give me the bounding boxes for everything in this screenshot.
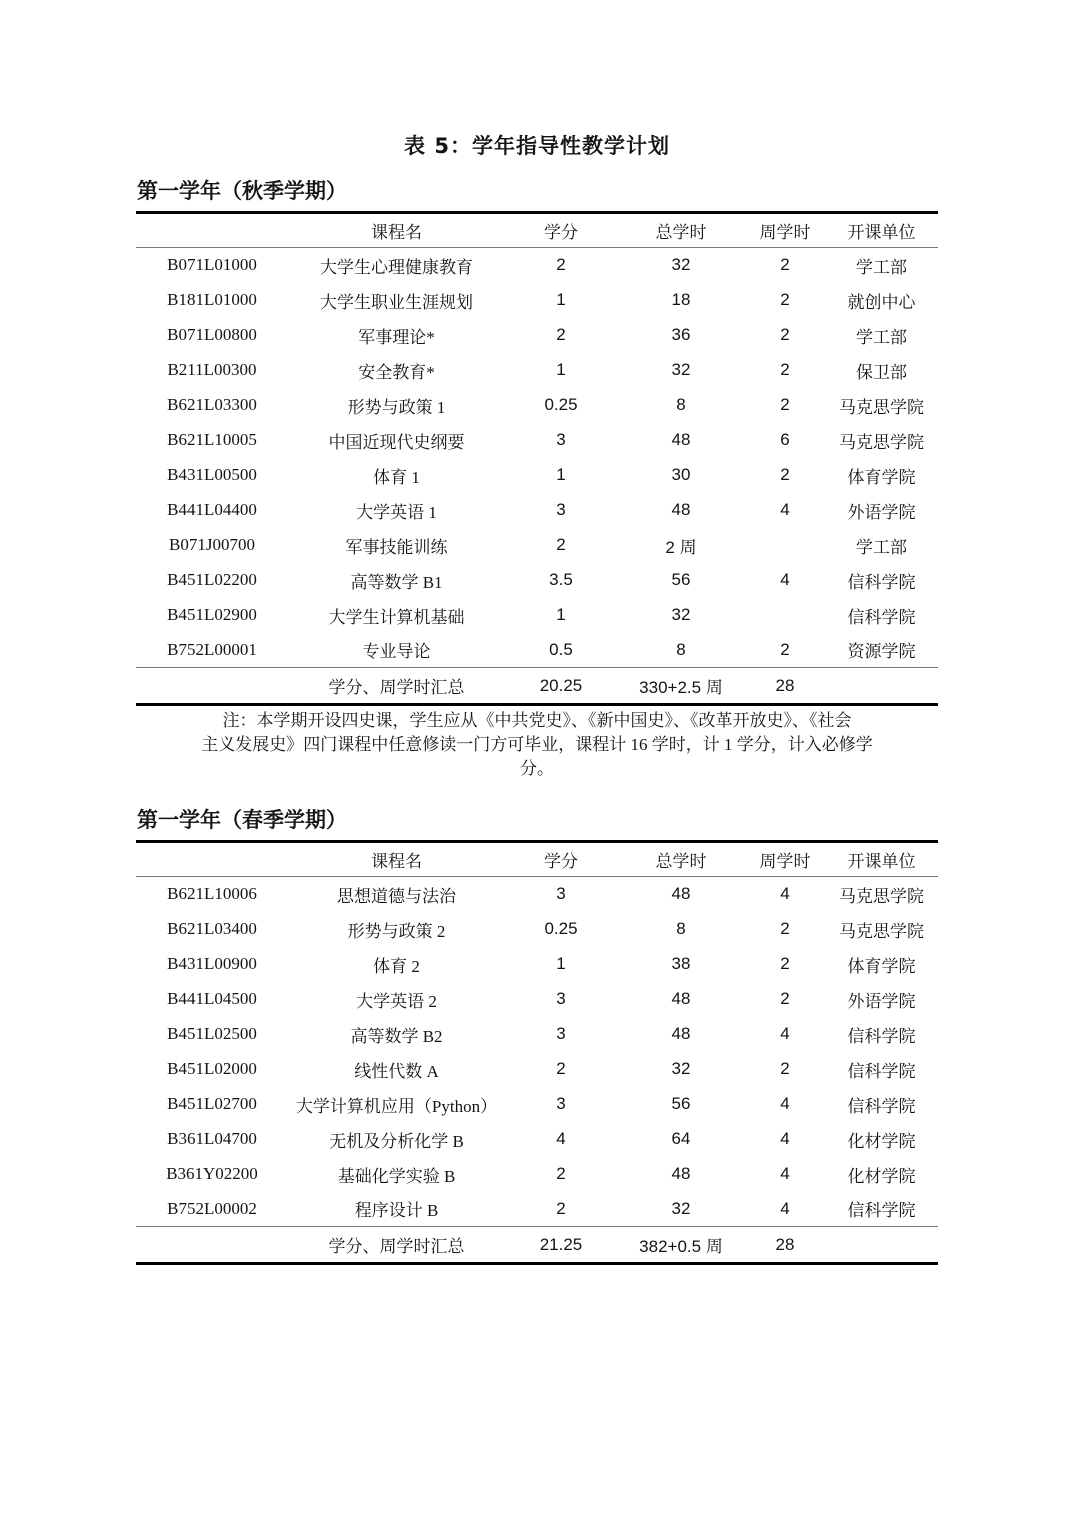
column-header-course-name: 课程名: [371, 852, 422, 871]
cell-code: B071J00700: [169, 535, 255, 554]
cell-code: B361L04700: [167, 1129, 257, 1148]
summary-empty-cell: [825, 668, 938, 705]
cell-credits: 2: [556, 325, 566, 344]
cell-unit: 学工部: [856, 257, 907, 277]
cell-course-name: 安全教育*: [358, 362, 435, 382]
cell-total-hours: 48: [671, 430, 691, 449]
cell-credits: 1: [556, 290, 566, 309]
course-row: [136, 458, 938, 493]
cell-unit: 信科学院: [847, 1061, 916, 1081]
cell-weekly-hours: 2: [780, 639, 790, 659]
course-row: [136, 248, 938, 283]
course-row: [136, 493, 938, 528]
course-row: [136, 598, 938, 633]
summary-row: [136, 668, 938, 705]
course-row: [136, 353, 938, 388]
column-header-course-name: 课程名: [371, 223, 422, 242]
cell-code: B441L04400: [167, 500, 257, 519]
cell-code: B621L10005: [167, 430, 257, 449]
cell-weekly-hours: 4: [780, 1129, 790, 1148]
cell-weekly-hours: 4: [780, 570, 790, 589]
table-header-row: [136, 842, 938, 877]
cell-code: B451L02900: [167, 605, 257, 624]
cell-total-hours: 48: [671, 989, 691, 1008]
course-row: [136, 947, 938, 982]
course-row: [136, 633, 938, 668]
cell-credits: 1: [556, 954, 566, 973]
cell-course-name: 中国近现代史纲要: [328, 432, 465, 452]
cell-course-name: 大学英语 2: [356, 991, 437, 1011]
section-heading-spring: 第一学年（春季学期）: [137, 808, 347, 832]
cell-course-name: 大学计算机应用（Python）: [295, 1096, 498, 1116]
course-row: [136, 912, 938, 947]
column-header-credits: 学分: [544, 852, 578, 871]
cell-weekly-hours: 2: [780, 395, 790, 414]
cell-total-hours: 48: [671, 500, 691, 519]
course-row: [136, 423, 938, 458]
cell-code: B752L00001: [167, 639, 257, 659]
cell-credits: 0.5: [549, 639, 573, 659]
column-header-total-hours: 总学时: [655, 223, 707, 242]
cell-unit: 信科学院: [847, 572, 916, 592]
cell-weekly-hours: 4: [780, 1164, 790, 1183]
cell-course-name: 专业导论: [362, 642, 431, 662]
cell-code: B621L03400: [167, 919, 257, 938]
summary-total-hours: 382+0.5 周: [639, 1237, 723, 1256]
cell-weekly-hours: 4: [780, 884, 790, 904]
cell-unit: 体育学院: [847, 467, 916, 487]
cell-code: B451L02700: [167, 1094, 257, 1113]
cell-course-name: 军事技能训练: [345, 537, 448, 557]
cell-weekly-hours: 2: [780, 290, 790, 309]
cell-credits: 3: [556, 430, 566, 449]
column-header-unit: 开课单位: [847, 223, 916, 242]
cell-credits: 1: [556, 360, 566, 379]
cell-total-hours: 48: [671, 1164, 691, 1183]
cell-credits: 2: [556, 535, 566, 554]
cell-weekly-hours: 2: [780, 255, 790, 275]
cell-code: B451L02500: [167, 1024, 257, 1043]
table-header-row: [136, 213, 938, 248]
column-header-code: [136, 213, 288, 248]
cell-total-hours: 32: [671, 360, 691, 379]
cell-unit: 马克思学院: [839, 921, 924, 941]
cell-course-name: 体育 2: [373, 956, 420, 976]
note-line: 主义发展史》四门课程中任意修读一门方可毕业，课程计 16 学时，计 1 学分，计入必修学: [201, 735, 873, 754]
cell-course-name: 高等数学 B2: [350, 1026, 443, 1046]
cell-code: B451L02000: [167, 1059, 257, 1078]
summary-empty-cell: [136, 1227, 288, 1264]
cell-course-name: 程序设计 B: [354, 1201, 439, 1221]
cell-code: B431L00900: [167, 954, 257, 973]
course-row: [136, 1157, 938, 1192]
course-row: [136, 318, 938, 353]
note-line: 注：本学期开设四史课，学生应从《中共党史》、《新中国史》、《改革开放史》、《社会: [222, 711, 852, 730]
cell-unit: 信科学院: [847, 1096, 916, 1116]
cell-total-hours: 64: [671, 1129, 691, 1148]
cell-total-hours: 48: [671, 884, 691, 904]
cell-course-name: 形势与政策 1: [347, 397, 446, 417]
cell-unit: 学工部: [856, 537, 907, 557]
cell-total-hours: 8: [676, 639, 686, 659]
cell-credits: 2: [556, 1059, 566, 1078]
column-header-total-hours: 总学时: [655, 852, 707, 871]
cell-credits: 2: [556, 1198, 566, 1218]
summary-weekly-hours: 28: [775, 675, 795, 695]
cell-weekly-hours: 2: [780, 465, 790, 484]
column-header-weekly-hours: 周学时: [759, 852, 811, 871]
cell-weekly-hours: 2: [780, 954, 790, 973]
cell-unit: 化材学院: [847, 1131, 916, 1151]
cell-course-name: 大学生心理健康教育: [320, 257, 473, 277]
cell-course-name: 高等数学 B1: [350, 572, 443, 592]
cell-code: B621L03300: [167, 395, 257, 414]
cell-total-hours: 18: [671, 290, 691, 309]
cell-code: B211L00300: [167, 360, 257, 379]
cell-unit: 马克思学院: [839, 397, 924, 417]
course-row: [136, 283, 938, 318]
cell-code: B621L10006: [167, 884, 257, 904]
course-row: [136, 1087, 938, 1122]
cell-unit: 信科学院: [847, 1026, 916, 1046]
course-row: [136, 563, 938, 598]
cell-weekly-hours: [745, 528, 825, 563]
cell-weekly-hours: 2: [780, 1059, 790, 1078]
cell-weekly-hours: 2: [780, 919, 790, 938]
cell-course-name: 体育 1: [373, 467, 420, 487]
course-row: [136, 877, 938, 912]
cell-credits: 3.5: [549, 570, 573, 589]
cell-credits: 3: [556, 989, 566, 1008]
cell-credits: 3: [556, 1094, 566, 1113]
cell-unit: 信科学院: [847, 1201, 916, 1221]
cell-course-name: 形势与政策 2: [347, 921, 446, 941]
cell-course-name: 基础化学实验 B: [337, 1166, 456, 1186]
cell-total-hours: 32: [671, 1059, 691, 1078]
course-row: [136, 528, 938, 563]
summary-row: [136, 1227, 938, 1264]
cell-total-hours: 36: [671, 325, 691, 344]
cell-credits: 2: [556, 1164, 566, 1183]
cell-total-hours: 56: [671, 1094, 691, 1113]
course-row: [136, 1052, 938, 1087]
cell-course-name: 线性代数 A: [354, 1061, 439, 1081]
cell-unit: 信科学院: [847, 607, 916, 627]
summary-label: 学分、周学时汇总: [328, 1237, 465, 1256]
cell-weekly-hours: [745, 598, 825, 633]
cell-weekly-hours: 2: [780, 325, 790, 344]
summary-label: 学分、周学时汇总: [328, 678, 465, 697]
cell-credits: 3: [556, 500, 566, 519]
cell-unit: 学工部: [856, 327, 907, 347]
course-row: [136, 982, 938, 1017]
cell-total-hours: 38: [671, 954, 691, 973]
cell-unit: 外语学院: [847, 991, 916, 1011]
cell-credits: 2: [556, 255, 566, 275]
cell-code: B431L00500: [167, 465, 257, 484]
course-row: [136, 388, 938, 423]
cell-total-hours: 8: [676, 395, 686, 414]
course-row: [136, 1017, 938, 1052]
column-header-unit: 开课单位: [847, 852, 916, 871]
cell-weekly-hours: 4: [780, 1198, 790, 1218]
cell-total-hours: 8: [676, 919, 686, 938]
course-table-spring: [136, 840, 938, 1265]
cell-total-hours: 32: [671, 605, 691, 624]
cell-credits: 1: [556, 605, 566, 624]
note-line: 分。: [520, 759, 554, 778]
cell-weekly-hours: 6: [780, 430, 790, 449]
cell-code: B752L00002: [167, 1198, 257, 1218]
cell-code: B441L04500: [167, 989, 257, 1008]
column-header-weekly-hours: 周学时: [759, 223, 811, 242]
cell-total-hours: 2 周: [665, 537, 697, 557]
cell-course-name: 大学生职业生涯规划: [320, 292, 473, 312]
cell-unit: 外语学院: [847, 502, 916, 522]
cell-weekly-hours: 4: [780, 1024, 790, 1043]
cell-total-hours: 56: [671, 570, 691, 589]
cell-credits: 3: [556, 884, 566, 904]
course-table-fall: [136, 211, 938, 706]
course-row: [136, 1122, 938, 1157]
cell-code: B361Y02200: [166, 1164, 258, 1183]
document-title: 表 5：学年指导性教学计划: [404, 134, 670, 158]
cell-total-hours: 32: [671, 1198, 691, 1218]
cell-credits: 0.25: [544, 395, 578, 414]
summary-total-hours: 330+2.5 周: [639, 678, 723, 697]
cell-code: B071L00800: [167, 325, 257, 344]
cell-code: B451L02200: [167, 570, 257, 589]
course-row: [136, 1192, 938, 1227]
cell-unit: 化材学院: [847, 1166, 916, 1186]
cell-course-name: 大学生计算机基础: [328, 607, 465, 627]
summary-empty-cell: [825, 1227, 938, 1264]
column-header-code: [136, 842, 288, 877]
cell-unit: 马克思学院: [839, 432, 924, 452]
summary-empty-cell: [136, 668, 288, 705]
cell-weekly-hours: 4: [780, 1094, 790, 1113]
cell-weekly-hours: 2: [780, 989, 790, 1008]
cell-course-name: 无机及分析化学 B: [329, 1131, 464, 1151]
cell-credits: 1: [556, 465, 566, 484]
cell-course-name: 大学英语 1: [356, 502, 437, 522]
cell-code: B181L01000: [167, 290, 257, 309]
cell-code: B071L01000: [167, 255, 257, 275]
cell-unit: 体育学院: [847, 956, 916, 976]
summary-credits: 20.25: [539, 675, 583, 695]
cell-course-name: 思想道德与法治: [337, 886, 456, 906]
cell-weekly-hours: 2: [780, 360, 790, 379]
cell-unit: 就创中心: [847, 292, 916, 312]
cell-unit: 保卫部: [856, 362, 907, 382]
cell-unit: 马克思学院: [839, 886, 924, 906]
section-heading-fall: 第一学年（秋季学期）: [137, 179, 347, 203]
summary-credits: 21.25: [539, 1234, 583, 1254]
cell-unit: 资源学院: [847, 642, 916, 662]
cell-credits: 4: [556, 1129, 566, 1148]
cell-total-hours: 30: [671, 465, 691, 484]
cell-total-hours: 48: [671, 1024, 691, 1043]
cell-course-name: 军事理论*: [358, 327, 435, 347]
cell-total-hours: 32: [671, 255, 691, 275]
summary-weekly-hours: 28: [775, 1234, 795, 1254]
cell-weekly-hours: 4: [780, 500, 790, 519]
cell-credits: 3: [556, 1024, 566, 1043]
table-note: [136, 709, 938, 781]
column-header-credits: 学分: [544, 223, 578, 242]
cell-credits: 0.25: [544, 919, 578, 938]
